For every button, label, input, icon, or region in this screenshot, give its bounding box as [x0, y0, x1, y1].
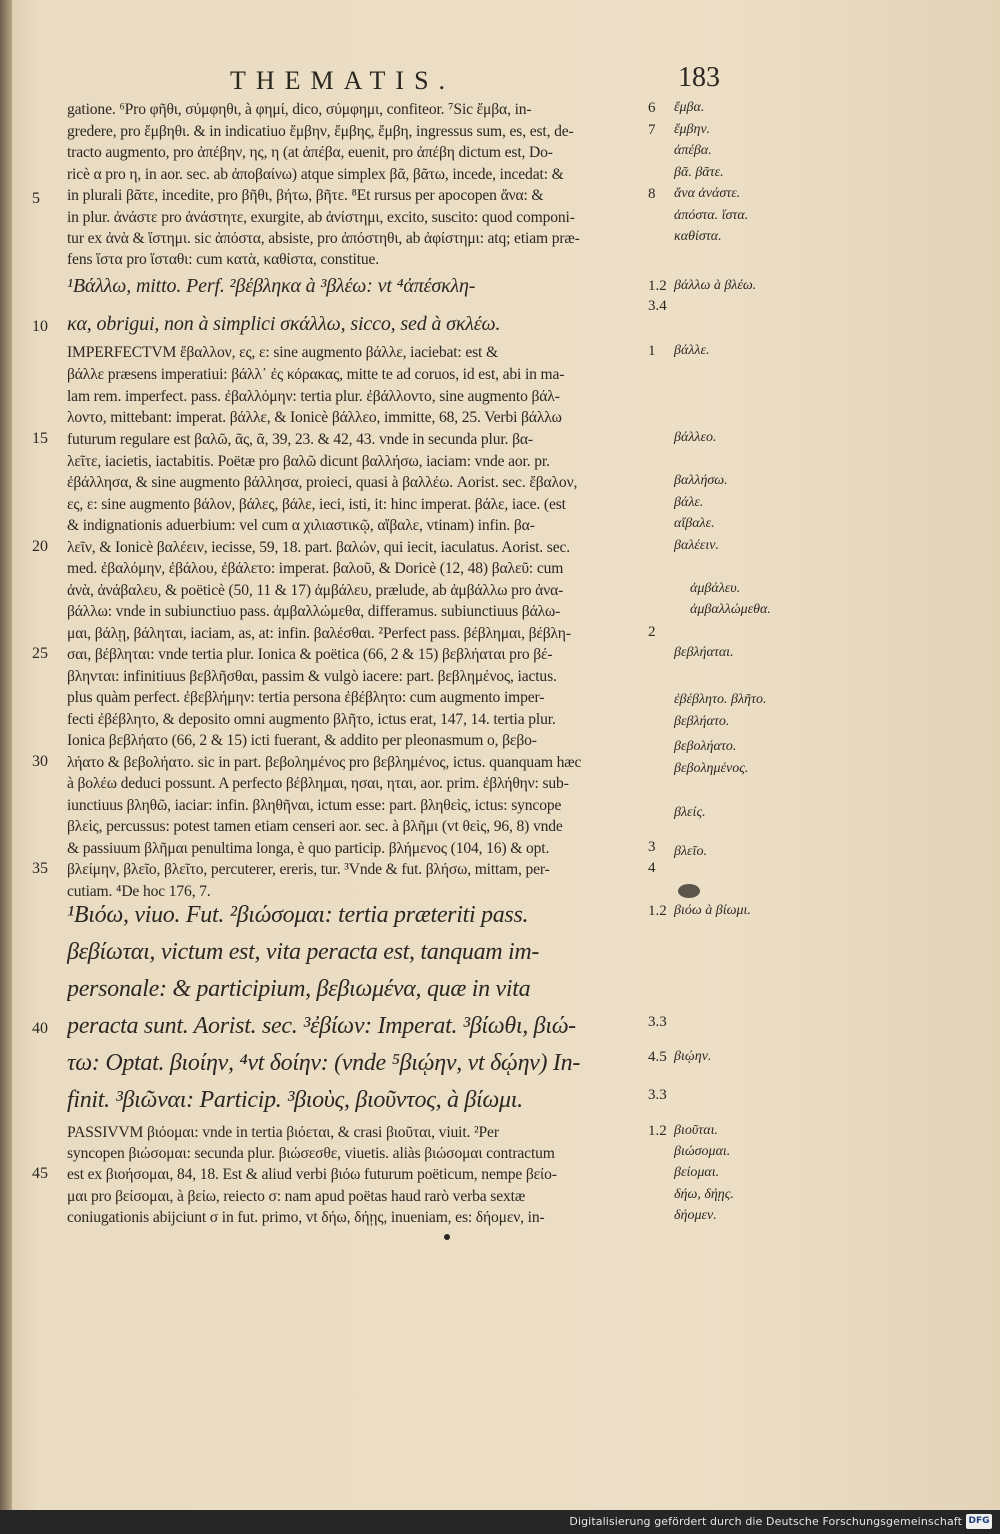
margin-note: βιόω à βίωμι.	[674, 903, 751, 918]
text-line: lam rem. imperfect. pass. ἐβαλλόμην: tertia plur. ἐβάλλοντο, sine augmento βάλ-	[67, 388, 560, 405]
digitization-footer	[0, 1510, 1000, 1534]
margin-note: ἔμβα.	[674, 100, 705, 115]
text-line: βλεὶς, percussus: potest tamen etiam censeri aor. sec. à βλῆμι (vt θεὶς, 96, 8) vnde	[67, 818, 563, 835]
text-line: tur ex ἀνὰ & ἵστημι. sic ἀπόστα, absiste, pro ἀπόστηθι, ab ἀφίστημι: atq; etiam præ-	[67, 230, 580, 247]
dfg-logo: DFG	[966, 1514, 992, 1529]
margin-note: βάλε.	[674, 495, 704, 510]
running-header: THEMATIS.	[230, 66, 456, 95]
entry-heading-bioo-cont: personale: & participium, βεβιωμένα, quæ in vita	[67, 976, 531, 1002]
margin-note: ἔμβην.	[674, 122, 711, 137]
line-number: 45	[32, 1165, 48, 1182]
text-line: βάλλε præsens imperatiui: βάλλ᾽ ἐς κόρακας, mitte te ad coruos, id est, abi in ma-	[67, 366, 565, 383]
margin-ref: 6	[648, 100, 656, 116]
line-number: 40	[32, 1020, 48, 1037]
text-line: fecti ἐβέβλητο, & deposito omni augmento βλῆτο, ictus erat, 147, 14. tertia plur.	[67, 711, 556, 728]
margin-note: αἴβαλε.	[674, 516, 715, 531]
margin-note: ἀμβάλευ.	[690, 581, 741, 596]
text-line: med. ἐβαλόμην, ἐβάλου, ἐβάλετο: imperat. βαλοῦ, & Doricè (12, 48) βαλεῦ: cum	[67, 560, 564, 577]
text-line: & passiuum βλῆμαι penultima longa, è quo particip. βλήμενος (104, 16) & opt.	[67, 840, 550, 857]
text-line: ἐβάλλησα, & sine augmento βάλλησα, proieci, quasi à βαλλέω. Aorist. sec. ἔβαλον,	[67, 474, 578, 491]
text-line: coniugationis abijciunt σ in fut. primo, vt δήω, δήῃς, inueniam, es: δήομεν, in-	[67, 1209, 545, 1226]
margin-note: ἀπέβα.	[674, 143, 712, 158]
text-line: λοντο, mittebant: imperat. βάλλε, & Ionicè βάλλεο, immitte, 68, 25. Verbi βάλλω	[67, 409, 562, 426]
entry-heading-bioo-cont: peracta sunt. Aorist. sec. ³ἐβίων: Imperat. ³βίωθι, βιώ-	[67, 1013, 576, 1039]
margin-note: βιοῦται.	[674, 1123, 719, 1138]
entry-heading-bioo-cont: finit. ³βιῶναι: Particip. ³βιοὺς, βιοῦντος, à βίωμι.	[67, 1087, 523, 1113]
line-number: 20	[32, 538, 48, 555]
text-line: βλείμην, βλεῖο, βλεῖτο, percuterer, ereris, tur. ³Vnde & fut. βλήσω, mittam, per-	[67, 861, 550, 878]
margin-ref: 1.2	[648, 903, 667, 919]
margin-ref: 2	[648, 624, 656, 640]
margin-note: βεβλήαται.	[674, 645, 734, 660]
text-line: λεῖν, & Ionicè βαλέειν, iecisse, 59, 18. part. βαλών, qui iecit, iaculatus. Aorist. sec.	[67, 539, 571, 556]
margin-note: βάλλε.	[674, 343, 710, 358]
margin-note: βείομαι.	[674, 1165, 720, 1180]
text-line: plus quàm perfect. ἐβεβλήμην: tertia persona ἐβέβλητο: cum augmento imper-	[67, 689, 545, 706]
margin-ref: 4.5	[648, 1049, 667, 1065]
footer-credit: Digitalisierung gefördert durch die Deutsche Forschungsgemeinschaft	[569, 1515, 962, 1528]
text-line: ricè α pro η, in aor. sec. ab ἀποβαίνω) atque simplex βᾶ, βᾶτω, incede, incedat: &	[67, 166, 564, 183]
margin-note: καθίστα.	[674, 229, 722, 244]
margin-note: βιώσομαι.	[674, 1144, 731, 1159]
margin-ref: 1.2	[648, 278, 667, 294]
text-line: βληνται: infinitiuus βεβλῆσθαι, passim & vulgò iacere: part. βεβλημένος, iactus.	[67, 668, 557, 685]
text-line: PASSIVVM βιόομαι: vnde in tertia βιόεται, & crasi βιοῦται, viuit. ²Per	[67, 1124, 499, 1141]
text-line: βάλλω: vnde in subiunctiuo pass. ἀμβαλλώμεθα, differamus. subiunctiuus βάλω-	[67, 603, 561, 620]
text-line: σαι, βέβληται: vnde tertia plur. Ionica & poëtica (66, 2 & 15) βεβλήαται pro βέ-	[67, 646, 553, 663]
margin-note: βλεῖο.	[674, 844, 707, 859]
text-line: gatione. ⁶Pro φῆθι, σύμφηθι, à φημί, dico, σύμφημι, confiteor. ⁷Sic ἔμβα, in-	[67, 101, 532, 118]
margin-ref: 1	[648, 343, 656, 359]
text-line: est ex βιοήσομαι, 84, 18. Est & aliud verbi βιόω futurum poëticum, nempe βείο-	[67, 1166, 557, 1183]
line-number: 25	[32, 645, 48, 662]
entry-heading-bioo-cont: τω: Optat. βιοίην, ⁴vt δοίην: (vnde ⁵βιῴην, vt δῴην) In-	[67, 1050, 581, 1076]
text-line: IMPERFECTVM ἔβαλλον, ες, ε: sine augmento βάλλε, iaciebat: est &	[67, 344, 498, 361]
margin-note: βεβλήατο.	[674, 714, 730, 729]
margin-ref: 3	[648, 839, 656, 855]
text-line: cutiam. ⁴De hoc 176, 7.	[67, 883, 211, 900]
text-line: μαι, βάλῃ, βάληται, iaciam, as, at: infin. βαλέσθαι. ²Perfect pass. βέβλημαι, βέβλη-	[67, 625, 571, 642]
text-line: fens ἵστα pro ἵσταθι: cum κατὰ, καθίστα, constitue.	[67, 251, 380, 268]
page-number: 183	[678, 62, 720, 93]
margin-note: βαλλήσω.	[674, 473, 728, 488]
margin-ref: 3.4	[648, 298, 667, 314]
entry-heading-bioo-cont: βεβίωται, victum est, vita peracta est, tanquam im-	[67, 939, 540, 965]
ink-blot	[678, 884, 700, 898]
margin-note: βλείς.	[674, 805, 706, 820]
margin-note: ἄνα ἀνάστε.	[674, 186, 741, 201]
text-line: ἀνὰ, ἀνάβαλευ, & poëticè (50, 11 & 17) ἀμβάλευ, præludе, ab ἀμβάλλω pro ἀνα-	[67, 582, 564, 599]
entry-heading-bioo: ¹Βιόω, viuo. Fut. ²βιώσομαι: tertia præteriti pass.	[67, 902, 529, 928]
margin-ref: 8	[648, 186, 656, 202]
margin-note: βάλλεο.	[674, 430, 717, 445]
text-line: ες, ε: sine augmento βάλον, βάλες, βάλε, ieci, isti, it: hinc imperat. βάλε, iace. (est	[67, 496, 566, 513]
margin-note: ἀπόστα. ἵστα.	[674, 208, 749, 223]
margin-ref: 1.2	[648, 1123, 667, 1139]
margin-note: ἀμβαλλώμεθα.	[690, 602, 771, 617]
margin-note: δήω, δήῃς.	[674, 1187, 734, 1202]
text-line: iunctiuus βληθῶ, iaciar: infin. βληθῆναι, ictum esse: part. βληθεὶς, ictus: syncope	[67, 797, 562, 814]
line-number: 5	[32, 190, 40, 207]
line-number: 35	[32, 860, 48, 877]
text-line: μαι pro βείσομαι, à βείω, reiecto σ: nam apud poëtas haud rarò verba sextæ	[67, 1188, 526, 1205]
text-line: syncopen βιώσομαι: secunda plur. βιώσεσθε, viuetis. aliàs βιώσομαι contractum	[67, 1145, 555, 1162]
margin-ref: 3.3	[648, 1014, 667, 1030]
margin-note: δήομεν.	[674, 1208, 717, 1223]
page-gutter-edge	[0, 0, 12, 1510]
text-line: λήατο & βεβολήατο. sic in part. βεβολημένος pro βεβλημένος, ictus. quanquam hæc	[67, 754, 582, 771]
margin-note: βιῴην.	[674, 1049, 712, 1064]
text-line: λεῖτε, iacietis, iactabitis. Poëtæ pro βαλῶ dicunt βαλλήσω, iaciam: vnde aor. pr.	[67, 453, 550, 470]
margin-ref: 3.3	[648, 1087, 667, 1103]
text-line: à βολέω deduci possunt. A perfecto βέβλημαι, ησαι, ηται, aor. prim. ἐβλήθην: sub-	[67, 775, 569, 792]
text-line: gredere, pro ἔμβηθι. & in indicatiuo ἔμβην, ἔμβης, ἔμβη, ingressus sum, es, est, de-	[67, 123, 574, 140]
margin-note: βεβολημένος.	[674, 761, 749, 776]
margin-note: ἐβέβλητο. βλῆτο.	[674, 692, 767, 707]
text-line: in plur. ἀνάστε pro ἀνάστητε, exurgite, ab ἀνίστημι, excito, suscito: quod componi-	[67, 209, 575, 226]
ink-speck	[444, 1234, 450, 1240]
line-number: 15	[32, 430, 48, 447]
margin-note: βεβολήατο.	[674, 739, 737, 754]
line-number: 30	[32, 753, 48, 770]
margin-ref: 7	[648, 122, 656, 138]
line-number: 10	[32, 318, 48, 335]
margin-note: βαλέειν.	[674, 538, 720, 553]
margin-ref: 4	[648, 860, 656, 876]
entry-heading-ballo: ¹Βάλλω, mitto. Perf. ²βέβληκα à ³βλέω: vt ⁴ἀπέσκλη-	[67, 275, 476, 297]
text-line: futurum regulare est βαλῶ, ᾶς, ᾶ, 39, 23. & 42, 43. vnde in secunda plur. βα-	[67, 431, 533, 448]
margin-note: βάλλω à βλέω.	[674, 278, 757, 293]
entry-heading-ballo-cont: κα, obrigui, non à simplici σκάλλω, sicco, sed à σκλέω.	[67, 313, 501, 335]
text-line: & indignationis aduerbium: vel cum α χιλιαστικῷ, αἴβαλε, vtinam) infin. βα-	[67, 517, 535, 534]
text-line: Ionica βεβλήατο (66, 2 & 15) icti fuerant, & addito per pleonasmum ο, βεβο-	[67, 732, 537, 749]
text-line: tracto augmento, pro ἀπέβην, ης, η (at ἀπέβα, euenit, pro ἀπέβη dictum est, Do-	[67, 144, 553, 161]
text-line: in plurali βᾶτε, incedite, pro βῆθι, βήτω, βῆτε. ⁸Et rursus per apocopen ἄνα: &	[67, 187, 544, 204]
margin-note: βᾶ. βᾶτε.	[674, 165, 724, 180]
